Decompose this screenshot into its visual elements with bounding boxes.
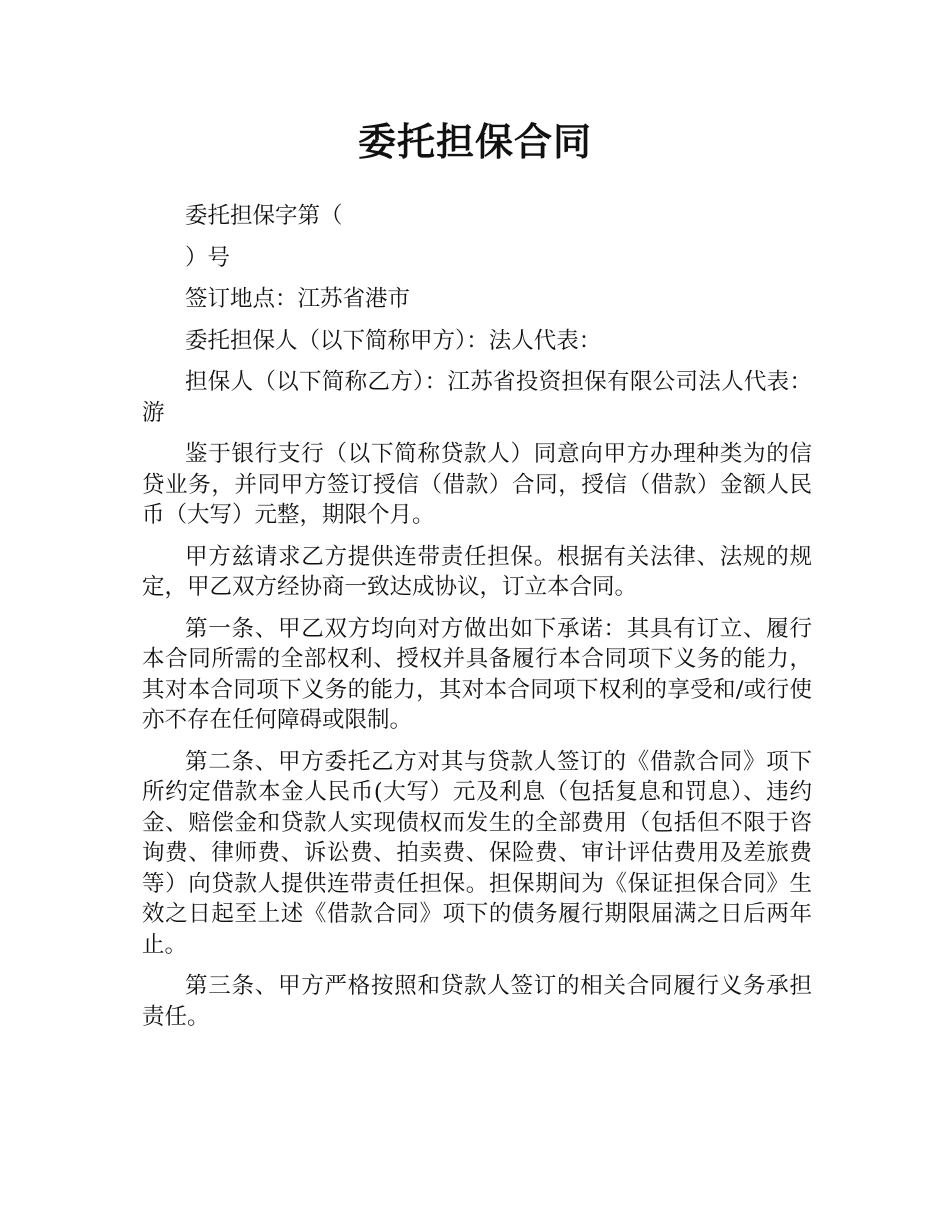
article-3: 第三条、甲方严格按照和贷款人签订的相关合同履行义务承担责任。: [142, 973, 812, 1030]
party-b-line: 担保人（以下简称乙方）：江苏省投资担保有限公司法人代表：游: [142, 369, 812, 426]
article-1: 第一条、甲乙双方均向对方做出如下承诺：其具有订立、履行本合同所需的全部权利、授权并具备履行本合同项下义务的能力，其对本合同项下义务的能力，其对本合同项下权利的享受和/或行使亦不存在任何障碍或限制。: [142, 615, 812, 733]
recital-paragraph: 鉴于银行支行（以下简称贷款人）同意向甲方办理种类为的信贷业务，并同甲方签订授信（借款）合同，授信（借款）金额人民币（大写）元整，期限个月。: [142, 441, 812, 528]
contract-number-suffix: ）号: [185, 244, 231, 271]
request-paragraph: 甲方兹请求乙方提供连带责任担保。根据有关法律、法规的规定，甲乙双方经协商一致达成协议，订立本合同。: [142, 543, 812, 600]
signing-location: 签订地点：江苏省港市: [185, 286, 411, 312]
document-body: [142, 201, 812, 1043]
contract-number-line: 委托担保字第（: [185, 203, 343, 229]
article-2: 第二条、甲方委托乙方对其与贷款人签订的《借款合同》项下所约定借款本金人民币(大写）元及利息（包括复息和罚息）、违约金、赔偿金和贷款人实现债权而发生的全部费用（包括但不限于咨询费、律师费、诉讼费、拍卖费、保险费、审计评估费用及差旅费等）向贷款人提供连带责任担保。担保期间为《保证担保合同》生效之日起至上述《借款合同》项下的债务履行期限届满之日后两年止。: [142, 748, 812, 958]
party-a-line: 委托担保人（以下简称甲方）：法人代表：: [185, 327, 602, 354]
document-title: 委托担保合同: [357, 120, 592, 164]
